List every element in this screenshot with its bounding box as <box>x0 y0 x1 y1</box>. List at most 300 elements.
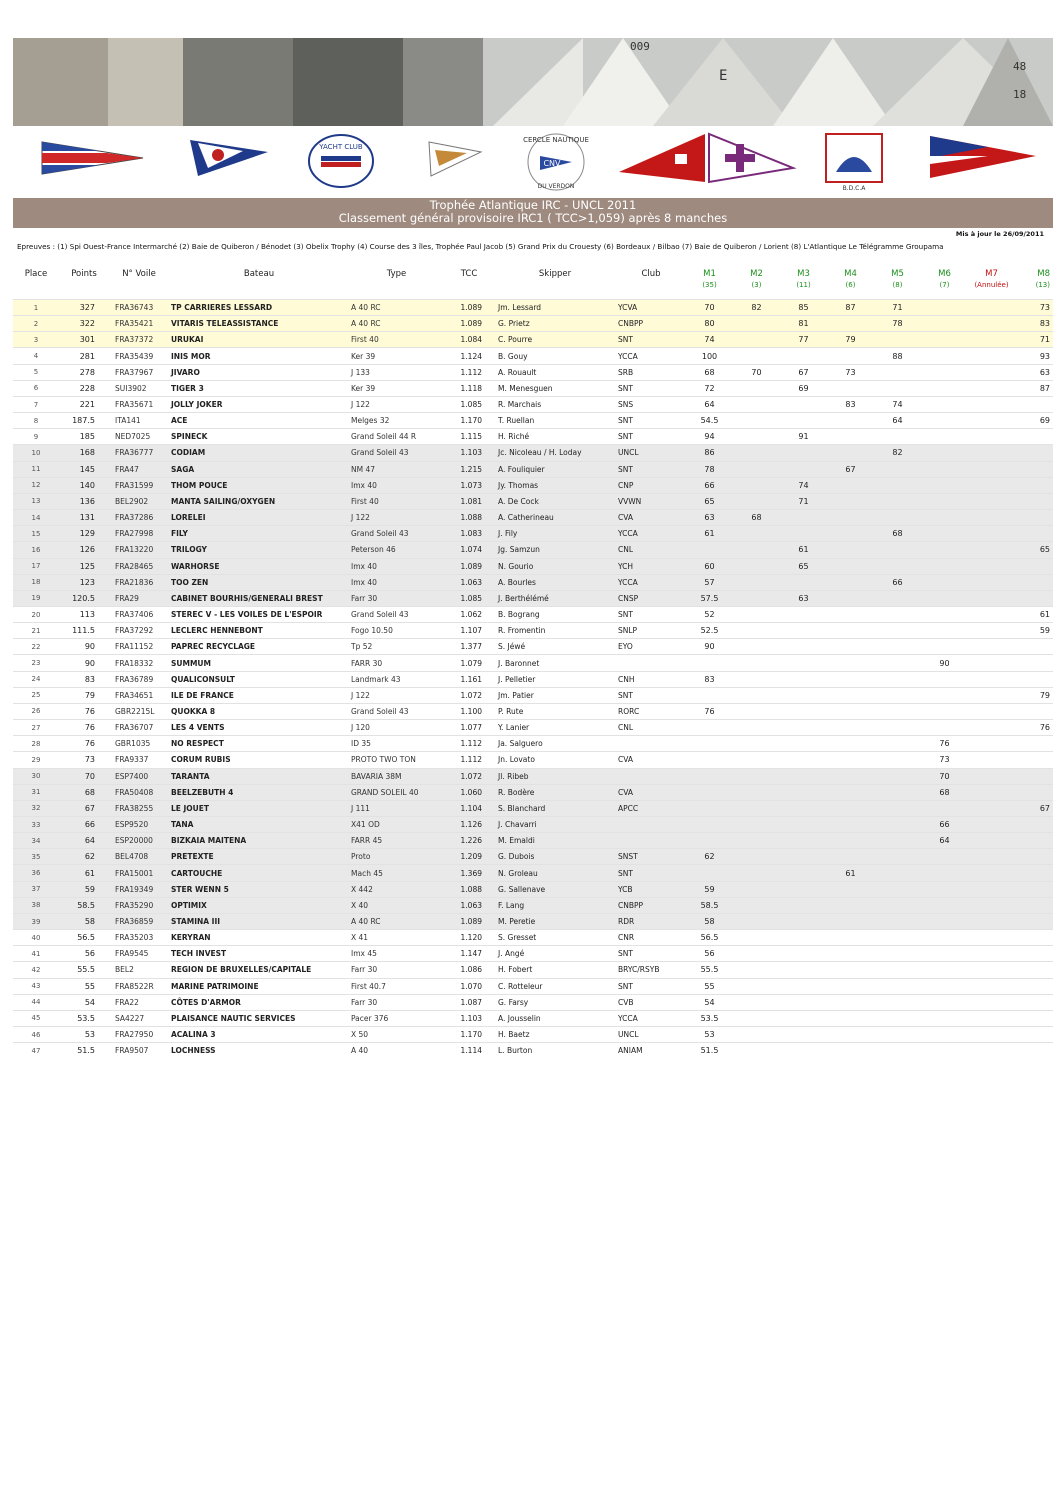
points-cell: 322 <box>59 316 109 332</box>
boat-name-cell: WARHORSE <box>169 558 349 574</box>
col-points-header: Points <box>71 269 97 279</box>
m8-score-cell <box>1015 429 1053 445</box>
m6-score-cell <box>921 364 968 380</box>
m2-score-cell <box>733 913 780 929</box>
m3-score-cell: 77 <box>780 332 827 348</box>
boat-type-cell: Grand Soleil 43 <box>349 445 444 461</box>
m4-score-cell <box>827 413 874 429</box>
m5-score-cell: 78 <box>874 316 921 332</box>
boat-name-cell: NO RESPECT <box>169 736 349 752</box>
m6-score-cell <box>921 687 968 703</box>
sail-number-cell: FRA18332 <box>109 655 169 671</box>
m4-score-cell <box>827 1010 874 1026</box>
results-body <box>13 300 1053 1059</box>
place-cell: 38 <box>13 897 59 913</box>
points-cell: 79 <box>59 687 109 703</box>
m5-score-cell <box>874 962 921 978</box>
m6-score-cell: 70 <box>921 768 968 784</box>
m6-score-cell <box>921 316 968 332</box>
table-row <box>13 445 1053 461</box>
club-cell: SNST <box>616 849 686 865</box>
tcc-cell: 1.063 <box>444 574 494 590</box>
m8-score-cell <box>1015 493 1053 509</box>
points-cell: 228 <box>59 380 109 396</box>
m5-score-cell <box>874 461 921 477</box>
skipper-cell: C. Pourre <box>494 332 616 348</box>
flag-9-icon <box>928 134 1038 182</box>
boat-name-cell: TOO ZEN <box>169 574 349 590</box>
table-row <box>13 542 1053 558</box>
m6-score-cell <box>921 703 968 719</box>
points-cell: 185 <box>59 429 109 445</box>
sail-number-cell: FRA35290 <box>109 897 169 913</box>
m7-score-cell <box>968 510 1015 526</box>
boat-name-cell: PRETEXTE <box>169 849 349 865</box>
points-cell: 187.5 <box>59 413 109 429</box>
points-cell: 53 <box>59 1027 109 1043</box>
boat-type-cell: A 40 RC <box>349 316 444 332</box>
col-m8-header <box>1015 266 1053 300</box>
points-cell: 90 <box>59 639 109 655</box>
boat-name-cell: CORUM RUBIS <box>169 752 349 768</box>
club-cell: CVA <box>616 784 686 800</box>
m7-score-cell <box>968 606 1015 622</box>
m7-score-cell <box>968 623 1015 639</box>
m6-score-cell <box>921 865 968 881</box>
points-cell: 140 <box>59 477 109 493</box>
sail-number-cell: FRA37372 <box>109 332 169 348</box>
m6-label: M6 <box>938 269 951 279</box>
place-cell: 19 <box>13 590 59 606</box>
m8-score-cell <box>1015 752 1053 768</box>
sail-number-cell: FRA34651 <box>109 687 169 703</box>
m2-score-cell <box>733 865 780 881</box>
club-cell: YCCA <box>616 574 686 590</box>
m3-score-cell <box>780 396 827 412</box>
m5-score-cell: 74 <box>874 396 921 412</box>
m6-score-cell <box>921 897 968 913</box>
m6-score-cell <box>921 994 968 1010</box>
club-cell: SNS <box>616 396 686 412</box>
table-row <box>13 962 1053 978</box>
m6-score-cell <box>921 978 968 994</box>
boat-type-cell: Mach 45 <box>349 865 444 881</box>
club-cell: UNCL <box>616 1027 686 1043</box>
sail-number-cell: BEL2902 <box>109 493 169 509</box>
m1-score-cell <box>686 752 733 768</box>
points-cell: 145 <box>59 461 109 477</box>
m7-sub: (Annulée) <box>974 281 1009 289</box>
m3-score-cell <box>780 639 827 655</box>
m3-score-cell <box>780 784 827 800</box>
m5-score-cell <box>874 606 921 622</box>
m1-score-cell: 56 <box>686 946 733 962</box>
m3-score-cell <box>780 930 827 946</box>
table-row <box>13 316 1053 332</box>
m7-score-cell <box>968 994 1015 1010</box>
m7-score-cell <box>968 526 1015 542</box>
m1-score-cell: 76 <box>686 703 733 719</box>
place-cell: 8 <box>13 413 59 429</box>
place-cell: 7 <box>13 396 59 412</box>
m2-score-cell <box>733 800 780 816</box>
m3-score-cell: 69 <box>780 380 827 396</box>
m2-score-cell <box>733 316 780 332</box>
m2-score-cell <box>733 606 780 622</box>
boat-type-cell: FARR 30 <box>349 655 444 671</box>
m7-score-cell <box>968 736 1015 752</box>
m5-score-cell <box>874 720 921 736</box>
table-row <box>13 413 1053 429</box>
boat-name-cell: PAPREC RECYCLAGE <box>169 639 349 655</box>
m3-score-cell <box>780 913 827 929</box>
tcc-cell: 1.170 <box>444 1027 494 1043</box>
place-cell: 21 <box>13 623 59 639</box>
sail-number-cell: FRA11152 <box>109 639 169 655</box>
m4-score-cell <box>827 348 874 364</box>
boat-type-cell: X 41 <box>349 930 444 946</box>
m8-score-cell <box>1015 477 1053 493</box>
tcc-cell: 1.084 <box>444 332 494 348</box>
sail-number-text: 48 <box>1013 60 1027 73</box>
m6-score-cell <box>921 558 968 574</box>
m1-score-cell <box>686 768 733 784</box>
table-row <box>13 590 1053 606</box>
boat-name-cell: KERYRAN <box>169 930 349 946</box>
m2-score-cell <box>733 671 780 687</box>
m1-score-cell: 63 <box>686 510 733 526</box>
skipper-cell: H. Fobert <box>494 962 616 978</box>
club-cell: CNBPP <box>616 316 686 332</box>
m5-score-cell: 68 <box>874 526 921 542</box>
m5-score-cell <box>874 849 921 865</box>
m3-score-cell <box>780 687 827 703</box>
m2-score-cell <box>733 897 780 913</box>
skipper-cell: S. Blanchard <box>494 800 616 816</box>
flag-4-icon <box>427 140 483 180</box>
boat-type-cell: NM 47 <box>349 461 444 477</box>
points-cell: 55.5 <box>59 962 109 978</box>
boat-name-cell: CARTOUCHE <box>169 865 349 881</box>
boat-name-cell: QUALICONSULT <box>169 671 349 687</box>
skipper-cell: Jc. Nicoleau / H. Loday <box>494 445 616 461</box>
boat-type-cell: J 122 <box>349 396 444 412</box>
col-tcc-header: TCC <box>460 269 478 279</box>
m2-score-cell <box>733 784 780 800</box>
place-cell: 43 <box>13 978 59 994</box>
table-row <box>13 332 1053 348</box>
skipper-cell: G. Dubois <box>494 849 616 865</box>
boat-type-cell: BAVARIA 38M <box>349 768 444 784</box>
m3-label: M3 <box>797 269 810 279</box>
m1-score-cell: 64 <box>686 396 733 412</box>
yacht-club-text: YACHT CLUB <box>319 143 363 151</box>
m4-label: M4 <box>844 269 857 279</box>
tcc-cell: 1.077 <box>444 720 494 736</box>
boat-type-cell: Ker 39 <box>349 380 444 396</box>
m2-sub: (3) <box>751 281 762 289</box>
boat-type-cell: X 50 <box>349 1027 444 1043</box>
club-cell: YCH <box>616 558 686 574</box>
sail-number-cell: FRA9337 <box>109 752 169 768</box>
skipper-cell: R. Marchais <box>494 396 616 412</box>
m5-score-cell <box>874 671 921 687</box>
place-cell: 23 <box>13 655 59 671</box>
m2-score-cell: 82 <box>733 300 780 316</box>
m8-score-cell <box>1015 396 1053 412</box>
m8-score-cell: 65 <box>1015 542 1053 558</box>
col-m1-header <box>686 266 733 300</box>
page-subtitle: Classement général provisoire IRC1 ( TCC>1,059) après 8 manches <box>338 211 728 225</box>
boat-type-cell: A 40 RC <box>349 913 444 929</box>
points-cell: 281 <box>59 348 109 364</box>
m4-score-cell <box>827 477 874 493</box>
m4-score-cell <box>827 526 874 542</box>
m7-score-cell <box>968 574 1015 590</box>
skipper-cell: H. Baetz <box>494 1027 616 1043</box>
club-cell: SRB <box>616 364 686 380</box>
m8-score-cell: 79 <box>1015 687 1053 703</box>
club-cell: RDR <box>616 913 686 929</box>
m4-score-cell <box>827 510 874 526</box>
m6-score-cell <box>921 348 968 364</box>
boat-name-cell: STEREC V - LES VOILES DE L'ESPOIR <box>169 606 349 622</box>
tcc-cell: 1.073 <box>444 477 494 493</box>
tcc-cell: 1.112 <box>444 752 494 768</box>
boat-name-cell: BEELZEBUTH 4 <box>169 784 349 800</box>
m6-score-cell <box>921 590 968 606</box>
boat-type-cell: Farr 30 <box>349 994 444 1010</box>
m7-score-cell <box>968 413 1015 429</box>
sail-number-cell: SA4227 <box>109 1010 169 1026</box>
sail-number-cell: FRA27950 <box>109 1027 169 1043</box>
m7-score-cell <box>968 962 1015 978</box>
m5-score-cell <box>874 881 921 897</box>
sail-number-cell: FRA28465 <box>109 558 169 574</box>
m2-score-cell <box>733 380 780 396</box>
points-cell: 76 <box>59 720 109 736</box>
sail-number-cell: FRA37286 <box>109 510 169 526</box>
table-row <box>13 671 1053 687</box>
table-row <box>13 606 1053 622</box>
m4-score-cell <box>827 623 874 639</box>
boat-name-cell: SAGA <box>169 461 349 477</box>
m4-score-cell <box>827 752 874 768</box>
m2-score-cell <box>733 1043 780 1059</box>
skipper-cell: J. Pelletier <box>494 671 616 687</box>
skipper-cell: A. Jousselin <box>494 1010 616 1026</box>
boat-name-cell: CODIAM <box>169 445 349 461</box>
m8-score-cell <box>1015 703 1053 719</box>
m3-score-cell <box>780 849 827 865</box>
m2-score-cell <box>733 558 780 574</box>
boat-type-cell: X 442 <box>349 881 444 897</box>
sail-number-cell: FRA50408 <box>109 784 169 800</box>
m2-score-cell <box>733 881 780 897</box>
club-cell: YCCA <box>616 526 686 542</box>
m5-score-cell <box>874 946 921 962</box>
place-cell: 40 <box>13 930 59 946</box>
m4-score-cell <box>827 817 874 833</box>
m1-score-cell: 83 <box>686 671 733 687</box>
boat-type-cell: Grand Soleil 43 <box>349 703 444 719</box>
club-cell: SNT <box>616 332 686 348</box>
sail-number-cell: GBR1035 <box>109 736 169 752</box>
m4-score-cell <box>827 881 874 897</box>
m8-score-cell <box>1015 849 1053 865</box>
place-cell: 3 <box>13 332 59 348</box>
place-cell: 31 <box>13 784 59 800</box>
m7-score-cell <box>968 881 1015 897</box>
m1-score-cell: 90 <box>686 639 733 655</box>
m7-score-cell <box>968 752 1015 768</box>
tcc-cell: 1.112 <box>444 364 494 380</box>
boat-name-cell: QUOKKA 8 <box>169 703 349 719</box>
skipper-cell: N. Groleau <box>494 865 616 881</box>
place-cell: 26 <box>13 703 59 719</box>
m3-score-cell <box>780 348 827 364</box>
table-row <box>13 946 1053 962</box>
club-cell <box>616 817 686 833</box>
place-cell: 47 <box>13 1043 59 1059</box>
club-cell: BRYC/RSYB <box>616 962 686 978</box>
boat-name-cell: REGION DE BRUXELLES/CAPITALE <box>169 962 349 978</box>
tcc-cell: 1.081 <box>444 493 494 509</box>
tcc-cell: 1.226 <box>444 833 494 849</box>
club-cell: CVA <box>616 752 686 768</box>
m4-score-cell <box>827 849 874 865</box>
m8-score-cell <box>1015 1043 1053 1059</box>
tcc-cell: 1.074 <box>444 542 494 558</box>
m8-score-cell: 73 <box>1015 300 1053 316</box>
m1-score-cell <box>686 817 733 833</box>
tcc-cell: 1.215 <box>444 461 494 477</box>
col-m5-header <box>874 266 921 300</box>
table-row <box>13 493 1053 509</box>
m2-score-cell <box>733 752 780 768</box>
boat-name-cell: MANTA SAILING/OXYGEN <box>169 493 349 509</box>
sail-number-cell: FRA37406 <box>109 606 169 622</box>
boat-type-cell: Proto <box>349 849 444 865</box>
m5-score-cell <box>874 510 921 526</box>
m1-score-cell: 78 <box>686 461 733 477</box>
table-row <box>13 833 1053 849</box>
skipper-cell: G. Farsy <box>494 994 616 1010</box>
sail-number-cell: FRA29 <box>109 590 169 606</box>
place-cell: 2 <box>13 316 59 332</box>
place-cell: 15 <box>13 526 59 542</box>
m7-score-cell <box>968 429 1015 445</box>
tcc-cell: 1.089 <box>444 558 494 574</box>
m6-score-cell <box>921 930 968 946</box>
points-cell: 90 <box>59 655 109 671</box>
table-row <box>13 768 1053 784</box>
place-cell: 6 <box>13 380 59 396</box>
tcc-cell: 1.060 <box>444 784 494 800</box>
skipper-cell: N. Gourio <box>494 558 616 574</box>
tcc-cell: 1.085 <box>444 590 494 606</box>
m1-score-cell: 60 <box>686 558 733 574</box>
m7-score-cell <box>968 364 1015 380</box>
place-cell: 13 <box>13 493 59 509</box>
boat-type-cell: X 40 <box>349 897 444 913</box>
sail-number-cell: FRA27998 <box>109 526 169 542</box>
m2-score-cell <box>733 445 780 461</box>
place-cell: 28 <box>13 736 59 752</box>
m3-score-cell <box>780 736 827 752</box>
sail-number-cell: FRA35421 <box>109 316 169 332</box>
tcc-cell: 1.088 <box>444 510 494 526</box>
m2-score-cell <box>733 978 780 994</box>
points-cell: 53.5 <box>59 1010 109 1026</box>
m2-score-cell <box>733 574 780 590</box>
col-skipper-header: Skipper <box>538 269 572 279</box>
m7-score-cell <box>968 978 1015 994</box>
sail-number-cell: FRA9545 <box>109 946 169 962</box>
points-cell: 221 <box>59 396 109 412</box>
table-row <box>13 558 1053 574</box>
boat-type-cell: Farr 30 <box>349 590 444 606</box>
club-cell: SNT <box>616 606 686 622</box>
boat-type-cell: Melges 32 <box>349 413 444 429</box>
m2-score-cell <box>733 639 780 655</box>
place-cell: 22 <box>13 639 59 655</box>
col-place-header: Place <box>24 269 48 279</box>
tcc-cell: 1.089 <box>444 316 494 332</box>
sail-number-cell: FRA36789 <box>109 671 169 687</box>
sail-number-cell: ESP7400 <box>109 768 169 784</box>
m8-score-cell <box>1015 768 1053 784</box>
m1-score-cell: 55.5 <box>686 962 733 978</box>
points-cell: 129 <box>59 526 109 542</box>
boat-type-cell: Grand Soleil 44 R <box>349 429 444 445</box>
m5-score-cell: 66 <box>874 574 921 590</box>
m7-score-cell <box>968 833 1015 849</box>
m2-score-cell <box>733 429 780 445</box>
place-cell: 10 <box>13 445 59 461</box>
boat-type-cell: J 111 <box>349 800 444 816</box>
boat-type-cell: Imx 40 <box>349 558 444 574</box>
table-row <box>13 1027 1053 1043</box>
m7-score-cell <box>968 300 1015 316</box>
skipper-cell: F. Lang <box>494 897 616 913</box>
table-row <box>13 1043 1053 1059</box>
place-cell: 1 <box>13 300 59 316</box>
results-table <box>13 266 1053 1058</box>
place-cell: 12 <box>13 477 59 493</box>
sail-number-cell: SUI3902 <box>109 380 169 396</box>
table-header-row <box>13 266 1053 300</box>
results-title-bar <box>13 198 1053 228</box>
place-cell: 42 <box>13 962 59 978</box>
boat-type-cell: First 40.7 <box>349 978 444 994</box>
m3-score-cell <box>780 1027 827 1043</box>
boat-type-cell: Grand Soleil 43 <box>349 526 444 542</box>
club-cell <box>616 736 686 752</box>
m3-score-cell: 74 <box>780 477 827 493</box>
m4-score-cell <box>827 380 874 396</box>
skipper-cell: Jm. Lessard <box>494 300 616 316</box>
tcc-cell: 1.072 <box>444 768 494 784</box>
m8-score-cell: 61 <box>1015 606 1053 622</box>
place-cell: 14 <box>13 510 59 526</box>
boat-name-cell: TRILOGY <box>169 542 349 558</box>
place-cell: 41 <box>13 946 59 962</box>
m6-score-cell <box>921 445 968 461</box>
m6-score-cell <box>921 800 968 816</box>
table-row <box>13 978 1053 994</box>
sail-number-cell: FRA36707 <box>109 720 169 736</box>
